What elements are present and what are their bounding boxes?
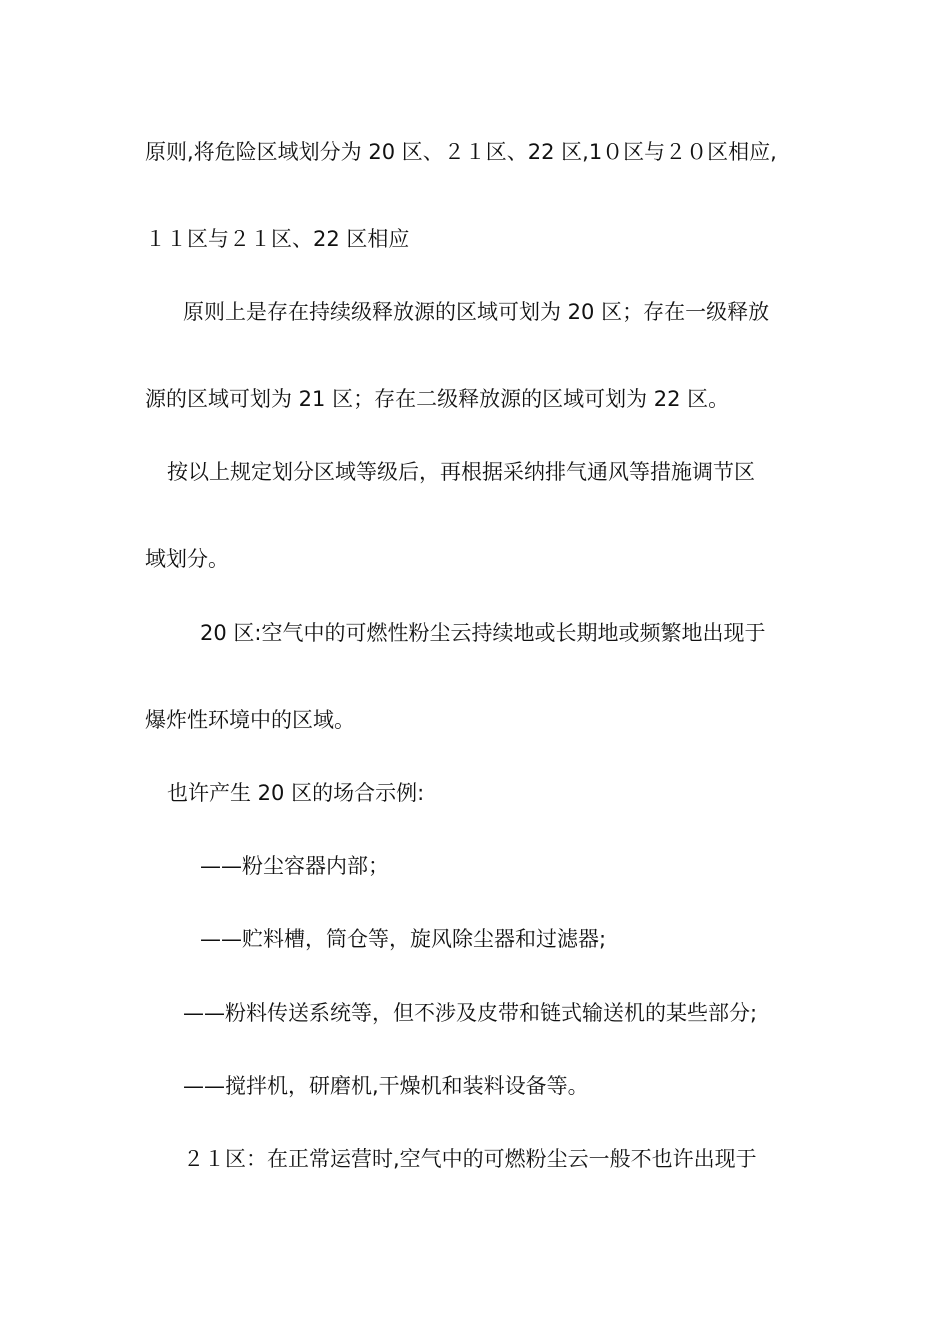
- text-line-9: 也许产生 20 区的场合示例:: [167, 781, 425, 805]
- text-line-6: 域划分。: [145, 547, 229, 571]
- text-line-7: 20 区:空气中的可燃性粉尘云持续地或长期地或频繁地出现于: [200, 621, 766, 645]
- text-line-1: 原则,将危险区域划分为 20 区、２１区、22 区,1０区与２０区相应,: [145, 140, 777, 164]
- text-line-14: ２１区：在正常运营时,空气中的可燃粉尘云一般不也许出现于: [183, 1147, 757, 1171]
- text-line-5: 按以上规定划分区域等级后，再根据采纳排气通风等措施调节区: [167, 460, 755, 484]
- text-line-2: １１区与２１区、22 区相应: [145, 227, 410, 251]
- text-line-13: ——搅拌机，研磨机,干燥机和装料设备等。: [183, 1074, 589, 1098]
- text-line-8: 爆炸性环境中的区域。: [145, 708, 355, 732]
- text-line-12: ——粉料传送系统等，但不涉及皮带和链式输送机的某些部分;: [183, 1001, 758, 1025]
- text-line-11: ——贮料槽，筒仓等，旋风除尘器和过滤器;: [200, 927, 607, 951]
- text-line-3: 原则上是存在持续级释放源的区域可划为 20 区；存在一级释放: [183, 300, 770, 324]
- text-line-4: 源的区域可划为 21 区；存在二级释放源的区域可划为 22 区。: [145, 387, 730, 411]
- text-line-10: ——粉尘容器内部；: [200, 854, 389, 878]
